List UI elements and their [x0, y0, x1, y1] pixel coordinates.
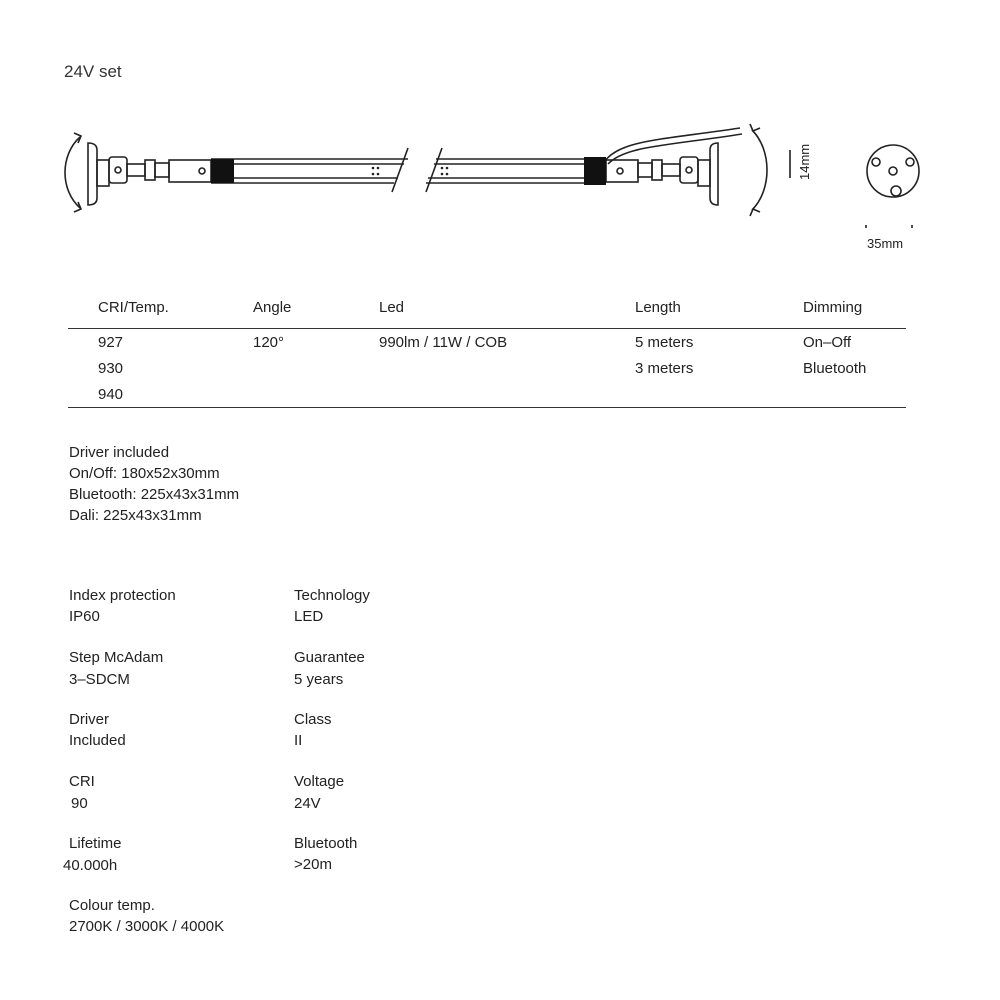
table-cell [253, 381, 379, 408]
prop-guarantee [294, 647, 365, 690]
prop-driver [69, 709, 126, 751]
prop-label: Voltage [294, 773, 345, 790]
prop-value: 2700K / 3000K / 4000K [69, 918, 225, 935]
header-dimming: Dimming [803, 298, 863, 316]
prop-label: CRI [69, 773, 95, 790]
prop-value: 90 [71, 795, 88, 812]
prop-label: Driver [69, 711, 109, 728]
table-cell [379, 381, 635, 408]
table-cell: On–Off [803, 329, 906, 356]
table-cell [635, 381, 803, 408]
end-view-circle [867, 145, 919, 197]
prop-value: II [294, 732, 303, 749]
right-end-cap [710, 143, 718, 205]
prop-class [294, 709, 332, 751]
spec-table [68, 296, 906, 408]
prop-label: Step McAdam [69, 649, 164, 666]
height-dimension-label: 14mm [797, 143, 812, 180]
header-cri-temp: CRI/Temp. [98, 298, 169, 316]
table-header-row [68, 296, 906, 329]
header-length: Length [635, 298, 681, 316]
prop-cri [69, 771, 95, 814]
table-cell: 927 [68, 329, 253, 356]
table-cell [379, 355, 635, 381]
prop-value: Included [69, 732, 126, 749]
prop-colour-temp [69, 895, 224, 937]
luminaire-drawing [0, 118, 1000, 228]
driver-info-title: Driver included [69, 444, 170, 461]
prop-label: Colour temp. [69, 897, 155, 914]
left-rotation-arrow [65, 137, 80, 208]
prop-value: LED [294, 608, 324, 625]
table-cell: 940 [68, 381, 253, 408]
table-cell: Bluetooth [803, 359, 867, 377]
prop-value: >20m [294, 856, 332, 873]
header-led: Led [379, 298, 405, 316]
prop-bluetooth [294, 833, 357, 875]
prop-value: IP60 [69, 608, 100, 625]
prop-technology [294, 585, 370, 627]
table-cell: 5 meters [635, 329, 803, 356]
prop-index-protection [69, 585, 176, 627]
driver-info-line: Bluetooth: 225x43x31mm [69, 486, 240, 503]
prop-label: Technology [294, 587, 370, 604]
right-rotation-arrow [752, 130, 767, 210]
left-end-cap [88, 143, 97, 205]
prop-label: Lifetime [69, 835, 122, 852]
table-cell [803, 381, 906, 408]
right-joint [680, 157, 698, 183]
driver-info [69, 442, 239, 526]
left-joint [109, 157, 127, 183]
prop-label: Class [294, 711, 332, 728]
prop-label: Bluetooth [294, 835, 358, 852]
table-cell: 990lm / 11W / COB [379, 329, 635, 356]
cable [604, 128, 740, 162]
prop-lifetime [63, 833, 122, 876]
prop-value: 5 years [294, 671, 344, 688]
table-cell: 120° [253, 329, 379, 356]
prop-label: Guarantee [294, 649, 365, 666]
driver-info-line: On/Off: 180x52x30mm [69, 465, 220, 482]
table-row [68, 381, 906, 408]
table-cell [253, 355, 379, 381]
table-cell: 930 [98, 359, 124, 377]
width-dimension-label: 35mm [867, 236, 904, 251]
header-angle: Angle [253, 298, 292, 316]
prop-step-mcadam [69, 647, 163, 690]
table-row [68, 329, 906, 356]
prop-value: 3–SDCM [69, 671, 130, 688]
prop-value: 40.000h [63, 857, 118, 874]
prop-value: 24V [294, 795, 321, 812]
prop-label: Index protection [69, 587, 176, 604]
prop-voltage [294, 771, 344, 814]
table-row [68, 355, 906, 381]
table-cell: 3 meters [635, 359, 694, 377]
driver-info-line: Dali: 225x43x31mm [69, 507, 202, 524]
product-title: 24V set [64, 62, 122, 81]
